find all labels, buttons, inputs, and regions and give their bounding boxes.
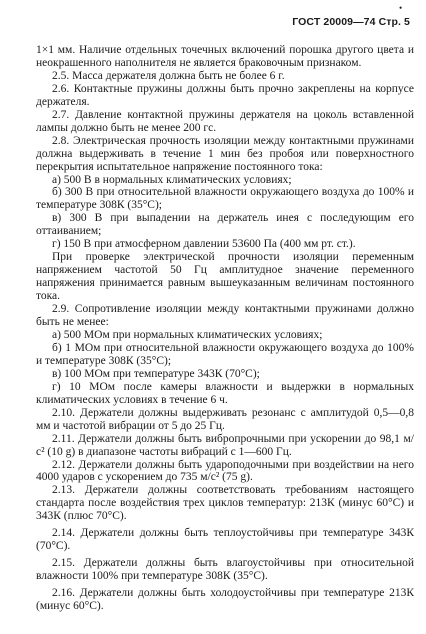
- clause-2-8-b: б) 300 В при относительной влажности окружающего воздуха до 100% и температуре 308К (35°С);: [36, 186, 414, 212]
- clause-2-15: 2.15. Держатели должны быть влагоустойчивы при относительной влажности 100% при температуре 308К (35°С).: [36, 557, 414, 583]
- clause-2-14: 2.14. Держатели должны быть теплоустойчивы при температуре 343К (70°С).: [36, 527, 414, 553]
- clause-2-7: 2.7. Давление контактной пружины держателя на цоколь вставленной лампы должно быть не менее 200 гс.: [36, 108, 414, 134]
- clause-2-9: 2.9. Сопротивление изоляции между контактными пружинами должно быть не менее:: [36, 303, 414, 329]
- clause-2-9-b: б) 1 МОм при относительной влажности окружающего воздуха до 100% и температуре 308К (35°С);: [36, 341, 414, 367]
- clause-2-8: 2.8. Электрическая прочность изоляции между контактными пружинами должна выдерживать в течение 1 мин без пробоя или поверхностного перекрытия испытательное напряжение постоянного тока:: [36, 134, 414, 173]
- clause-2-9-g: г) 10 МОм после камеры влажности и выдержки в нормальных климатических условиях в течение 6 ч.: [36, 380, 414, 406]
- clause-2-6: 2.6. Контактные пружины должны быть прочно закреплены на корпусе держателя.: [36, 82, 414, 108]
- document-body: [36, 44, 414, 613]
- page-header: ГОСТ 20009—74 Стр. 5: [292, 16, 410, 28]
- clause-2-5: 2.5. Масса держателя должна быть не более 6 г.: [52, 69, 285, 82]
- page-mark: •: [399, 3, 403, 13]
- clause-2-9-a: а) 500 МОм при нормальных климатических условиях;: [52, 328, 323, 341]
- paragraph-continuation: 1×1 мм. Наличие отдельных точечных включений порошка другого цвета и неокрашенного наполнителя не является браковочным признаком.: [36, 44, 414, 69]
- clause-2-8-note: При проверке электрической прочности изоляции переменным напряжением частотой 50 Гц амплитудное значение переменного напряжения принимается равным вышеуказанным величинам постоянного тока.: [36, 251, 414, 303]
- clause-2-10: 2.10. Держатели должны выдерживать резонанс с амплитудой 0,5—0,8 мм и частотой вибрации от 5 до 25 Гц.: [36, 406, 414, 432]
- clause-2-13: 2.13. Держатели должны соответствовать требованиям настоящего стандарта после воздействия трех циклов температур: 213К (минус 60°С) и 343К (плюс 70°С).: [36, 484, 414, 523]
- clause-2-12: 2.12. Держатели должны быть удароподочными при воздействии на него 4000 ударов с ускорением до 735 м/с² (75 g).: [36, 458, 414, 484]
- clause-2-9-v: в) 100 МОм при температуре 343К (70°С);: [52, 367, 260, 380]
- clause-2-8-a: а) 500 В в нормальных климатических условиях;: [52, 173, 292, 186]
- clause-2-11: 2.11. Держатели должны быть вибропрочными при ускорении до 98,1 м/с² (10 g) в диапазоне частоты вибраций с 1—600 Гц.: [36, 432, 414, 458]
- clause-2-8-v: в) 300 В при выпадении на держатель инея с последующим его оттаиванием;: [36, 212, 414, 238]
- clause-2-16: 2.16. Держатели должны быть холодоустойчивы при температуре 213К (минус 60°С).: [36, 587, 414, 613]
- clause-2-8-g: г) 150 В при атмосферном давлении 53600 Па (400 мм рт. ст.).: [52, 238, 356, 251]
